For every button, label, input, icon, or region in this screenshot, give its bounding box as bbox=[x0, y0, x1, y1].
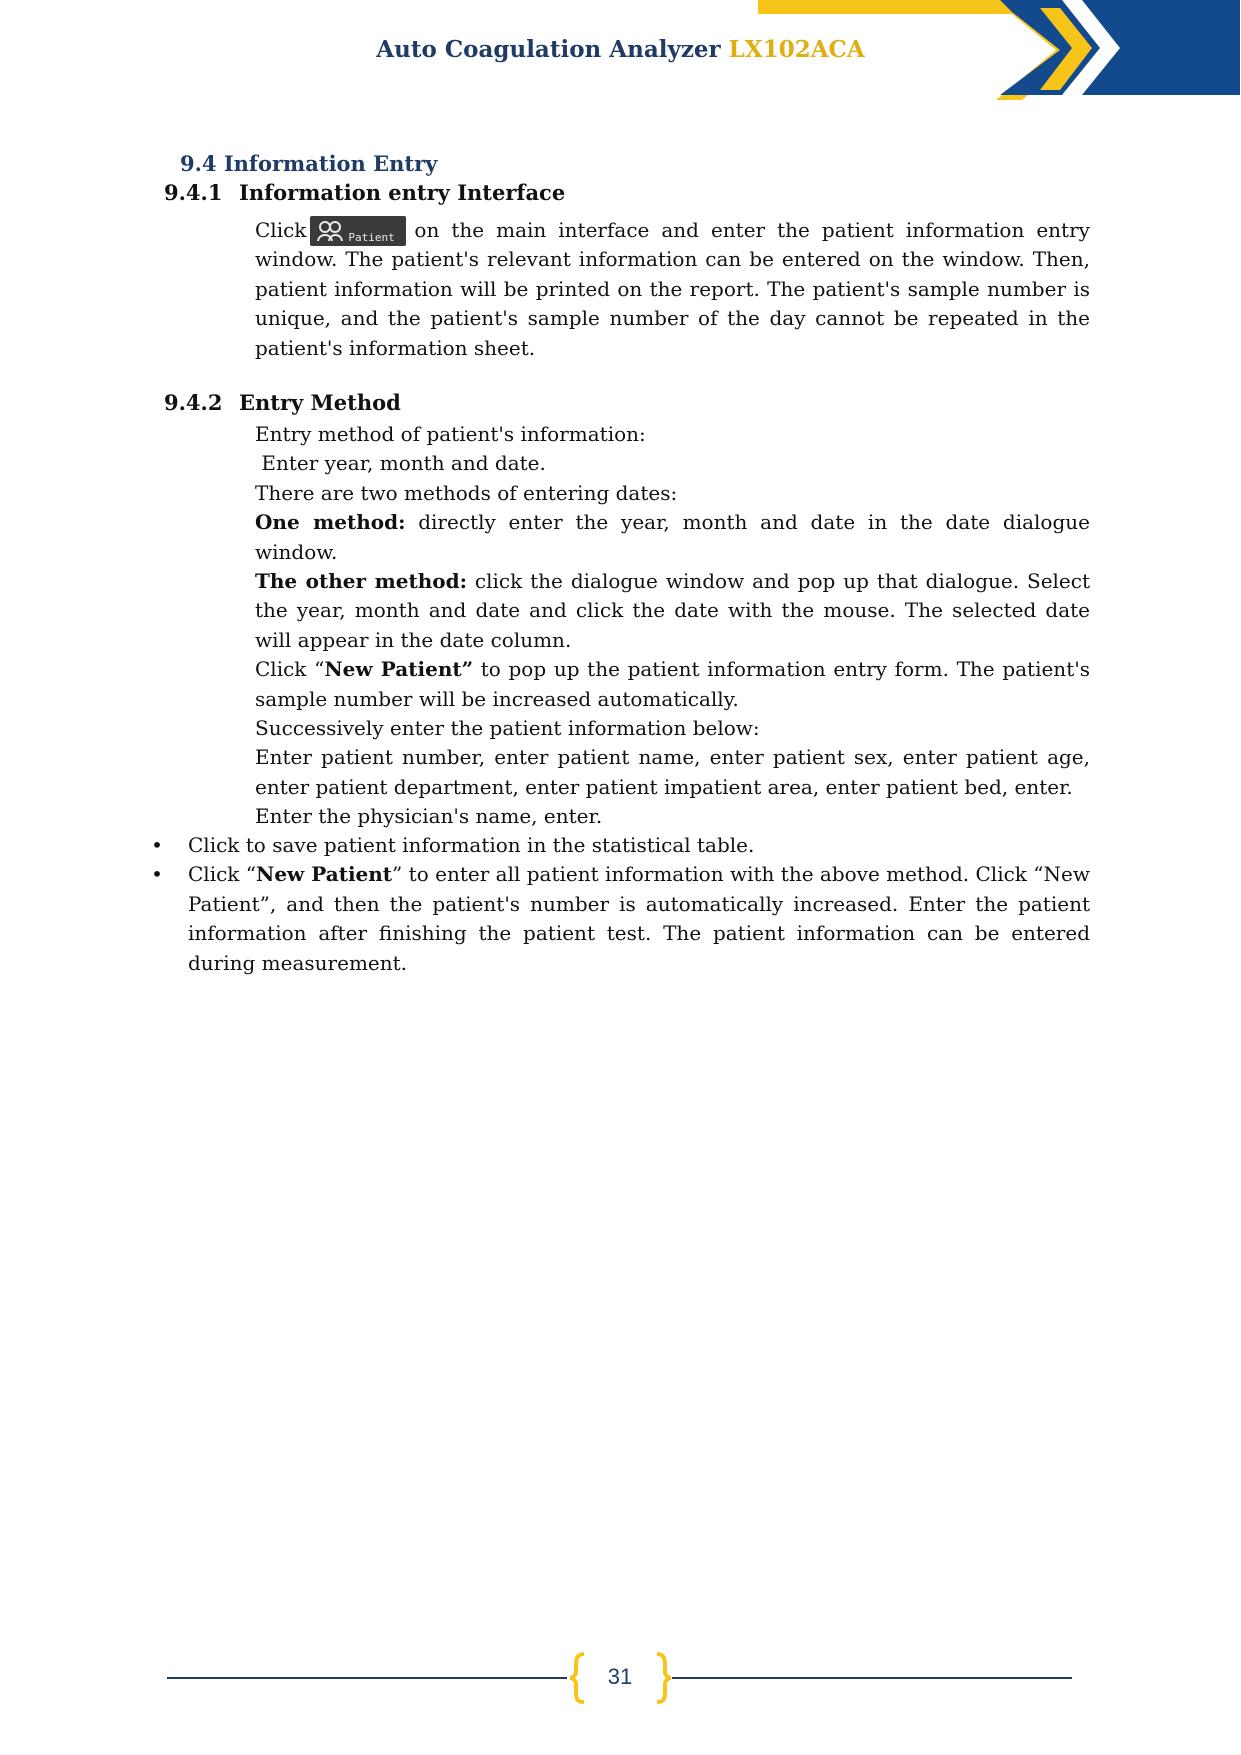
click-word: Click bbox=[255, 218, 307, 242]
one-method-text: directly enter the year, month and date in the date dialogue window. bbox=[255, 510, 1090, 564]
patient-button-label: Patient bbox=[348, 230, 395, 244]
entry-date-line: Enter year, month and date. bbox=[255, 451, 546, 476]
subsection-number: 9.4.2 bbox=[164, 390, 223, 415]
one-method-label: One method: bbox=[255, 510, 406, 535]
entry-method-block bbox=[255, 420, 1090, 832]
subsection-title: Entry Method bbox=[239, 390, 401, 415]
list-item bbox=[150, 831, 1090, 860]
bullet-list bbox=[150, 831, 1090, 978]
two-methods-line: There are two methods of entering dates: bbox=[255, 480, 678, 505]
subsection-heading-942 bbox=[164, 390, 401, 415]
bullet-post: ” to enter all patient information with the above method. Click “New Patient”, and then the patient's number is automatically increased. Enter the patient information after finishing the patient test. The patient information can be entered during measurement. bbox=[188, 862, 1090, 975]
header-title bbox=[0, 36, 1241, 63]
one-method-paragraph bbox=[255, 508, 1090, 567]
bullet-dot: • bbox=[151, 833, 163, 857]
np-label: New Patient” bbox=[324, 657, 474, 682]
page-number: 31 bbox=[607, 1664, 633, 1689]
footer-rule-right bbox=[672, 1677, 1072, 1679]
entry-method-line: Entry method of patient's information: bbox=[255, 422, 646, 446]
line1-word: entry bbox=[1036, 218, 1090, 242]
line1-word: the bbox=[777, 218, 810, 242]
footer-rule-left bbox=[167, 1677, 567, 1679]
subsection-title: Information entry Interface bbox=[239, 180, 566, 205]
bullet-pre: Click “ bbox=[188, 862, 257, 887]
other-method-paragraph bbox=[255, 567, 1090, 655]
line1-word: main bbox=[496, 218, 547, 242]
physician-line: Enter the physician's name, enter. bbox=[255, 804, 603, 829]
np-post: to pop up the patient information entry form. The patient's sample number will be increased automatically. bbox=[255, 657, 1090, 711]
patient-people-icon bbox=[316, 220, 344, 242]
line1-word: interface bbox=[558, 218, 650, 242]
line1-text bbox=[414, 216, 1090, 245]
fields-paragraph: Enter patient number, enter patient name, enter patient sex, enter patient age, enter patient department, enter patient impatient area, enter patient bed, enter. bbox=[255, 745, 1090, 799]
new-patient-paragraph bbox=[255, 655, 1090, 714]
subsection-heading-941 bbox=[164, 180, 565, 205]
header-model-name: LX102ACA bbox=[728, 36, 865, 63]
line1-word: patient bbox=[821, 218, 894, 242]
other-method-text: click the dialogue window and pop up that dialogue. Select the year, month and date and click the date with the mouse. The selected date will appear in the date column. bbox=[255, 569, 1091, 652]
subsection-number: 9.4.1 bbox=[164, 180, 223, 205]
line1-word: and bbox=[661, 218, 699, 242]
bullet-bold: New Patient bbox=[256, 862, 393, 887]
bullet-dot: • bbox=[151, 862, 163, 887]
line1-word: enter bbox=[710, 218, 766, 242]
np-pre: Click “ bbox=[255, 657, 325, 682]
header-title-main: Auto Coagulation Analyzer bbox=[376, 36, 721, 63]
other-method-label: The other method: bbox=[255, 569, 467, 594]
successive-line: Successively enter the patient information below: bbox=[255, 716, 760, 741]
line1-word: the bbox=[451, 218, 485, 242]
patient-button[interactable] bbox=[310, 216, 406, 246]
bullet-text: Click to save patient information in the statistical table. bbox=[188, 833, 755, 857]
list-item bbox=[150, 860, 1090, 978]
section-title: 9.4 Information Entry bbox=[180, 151, 438, 176]
line1-word: information bbox=[905, 218, 1025, 242]
info-entry-paragraph bbox=[255, 216, 1090, 363]
line1-word: on bbox=[414, 218, 440, 242]
info-entry-rest: window. The patient's relevant information can be entered on the window. Then, patient information will be printed on the report. The patient's sample number is unique, and the patient's sample number of the day cannot be repeated in the patient's information sheet. bbox=[255, 247, 1090, 360]
